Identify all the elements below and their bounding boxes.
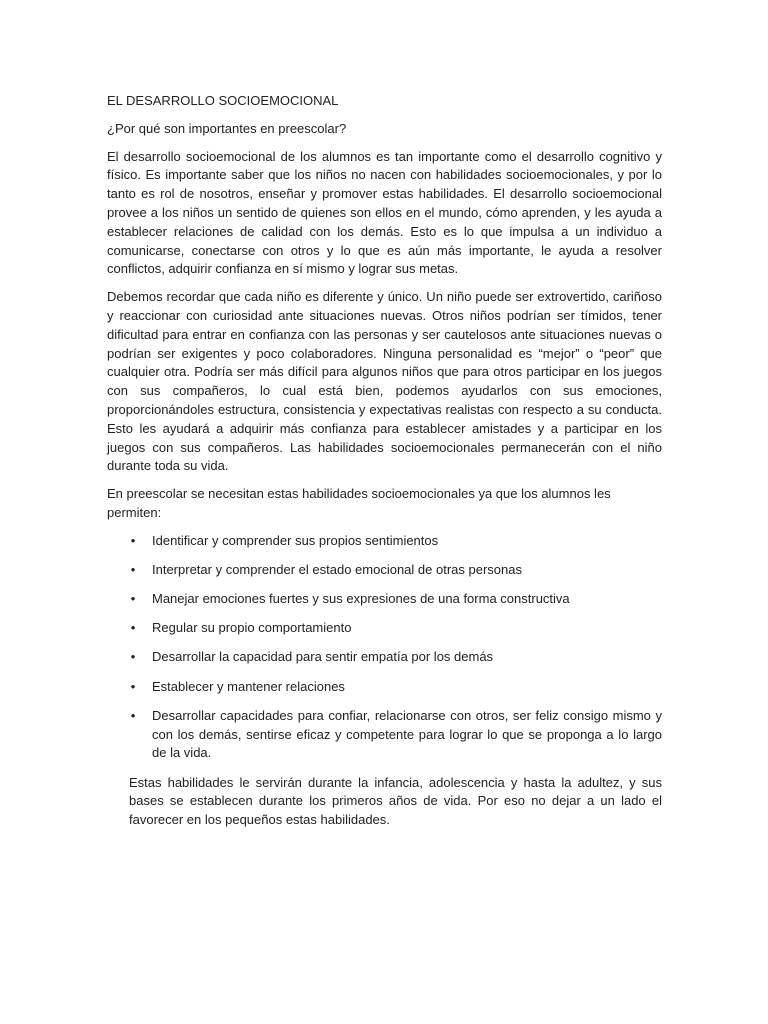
bullet-icon: • — [130, 620, 136, 636]
list-item-text: Manejar emociones fuertes y sus expresiones de una forma constructiva — [152, 591, 570, 607]
list-item-text: Regular su propio comportamiento — [152, 620, 352, 636]
list-item — [107, 648, 662, 667]
list-item-text: Desarrollar capacidades para confiar, relacionarse con otros, ser feliz consigo mismo y con los demás, sentirse eficaz y competente para lograr lo que se proponga a lo largo de la vida. — [152, 707, 662, 761]
list-item-text: Desarrollar la capacidad para sentir empatía por los demás — [152, 649, 494, 665]
list-item — [107, 561, 662, 580]
bullet-icon: • — [130, 561, 136, 577]
document-title: EL DESARROLLO SOCIOEMOCIONAL — [107, 93, 339, 108]
list-item-text: Interpretar y comprender el estado emocional de otras personas — [152, 561, 522, 577]
list-intro: En preescolar se necesitan estas habilidades socioemocionales ya que los alumnos les permiten: — [107, 486, 611, 520]
paragraph-diversity: Debemos recordar que cada niño es diferente y único. Un niño puede ser extrovertido, cariñoso y reaccionar con curiosidad ante situaciones nuevas. Otros niños podrían ser tímidos, tener dificultad para entrar en confianza con las personas y ser cautelosos ante situaciones nuevas o podrían ser exigentes y poco colaboradores. Ninguna personalidad es “mejor” o “peor” que cualquier otra. Podría ser más difícil para algunos niños que para otros participar en los juegos con sus compañeros, lo cual está bien, podemos ayudarlos con sus emociones, proporcionándoles estructura, consistencia y expectativas realistas con respecto a su conducta. Esto les ayudará a adquirir más confianza para establecer amistades y a participar en los juegos con sus compañeros. Las habilidades socioemocionales permanecerán con el niño durante toda su vida. — [107, 289, 662, 474]
list-item — [107, 619, 662, 638]
skills-list — [107, 532, 662, 764]
list-item — [107, 590, 662, 609]
document-subtitle: ¿Por qué son importantes en preescolar? — [107, 120, 347, 136]
list-item-text: Establecer y mantener relaciones — [152, 678, 345, 694]
list-item — [107, 678, 662, 697]
bullet-icon: • — [130, 532, 136, 548]
bullet-icon: • — [130, 707, 136, 723]
list-item-text: Identificar y comprender sus propios sentimientos — [152, 532, 439, 548]
list-item — [107, 532, 662, 551]
bullet-icon: • — [130, 591, 136, 607]
paragraph-intro: El desarrollo socioemocional de los alumnos es tan importante como el desarrollo cognitivo y físico. Es importante saber que los niños no nacen con habilidades socioemocionales, y por lo tanto es rol de nosotros, enseñar y promover estas habilidades. El desarrollo socioemocional provee a los niños un sentido de quienes son ellos en el mundo, cómo aprenden, y les ayuda a establecer relaciones de calidad con los demás. Esto es lo que impulsa a un individuo a comunicarse, conectarse con otros y lo que es aún más importante, le ayuda a resolver conflictos, adquirir confianza en sí mismo y lograr sus metas. — [107, 148, 662, 277]
list-item — [107, 707, 662, 763]
document-body — [107, 92, 662, 830]
bullet-icon: • — [130, 649, 136, 665]
bullet-icon: • — [130, 678, 136, 694]
closing-paragraph: Estas habilidades le servirán durante la infancia, adolescencia y hasta la adultez, y sus bases se establecen durante los primeros años de vida. Por eso no dejar a un lado el favorecer en los pequeños estas habilidades. — [129, 774, 662, 828]
